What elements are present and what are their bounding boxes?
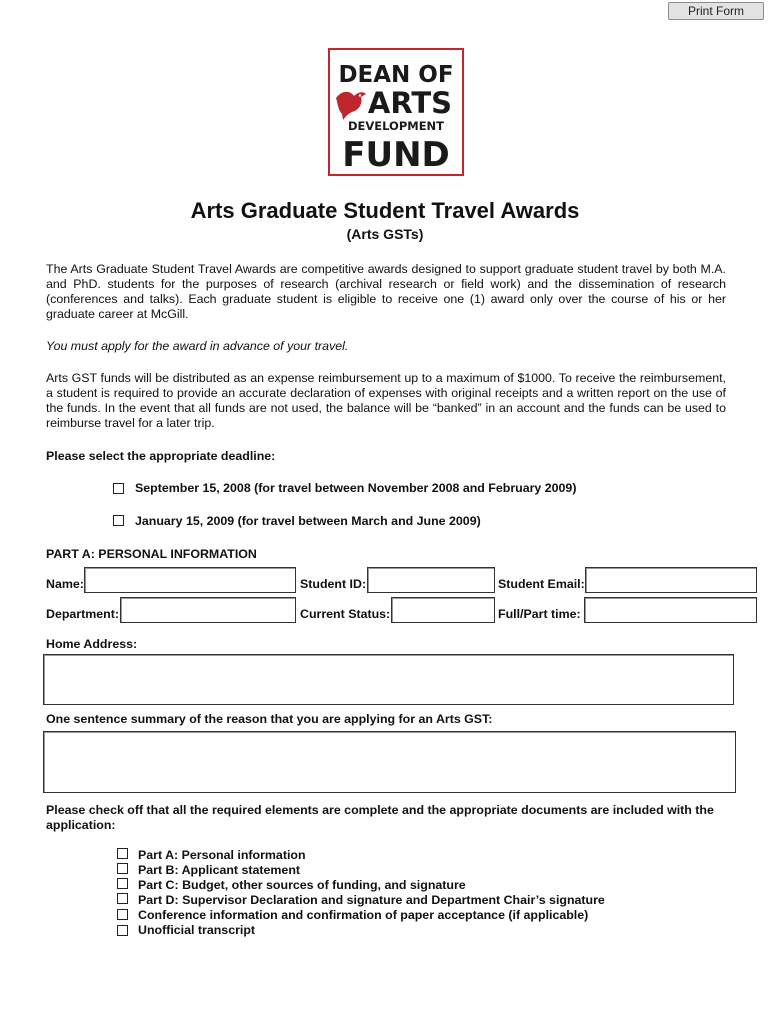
checklist-item-label: Part B: Applicant statement <box>138 863 301 877</box>
deadline-checkbox-sep-2008[interactable] <box>113 483 124 494</box>
reimbursement-paragraph: Arts GST funds will be distributed as an expense reimbursement up to a maximum of $1000. To receive the reimbursement, a student is required to provide an accurate declaration of expenses with original receipts and a written report on the use of the funds. In the event that all funds are not used, the balance will be “banked” in an account and the funds can be used to reimburse travel for a later trip. <box>46 371 726 430</box>
home-address-field[interactable] <box>43 654 734 705</box>
bird-icon <box>336 92 366 120</box>
name-field[interactable] <box>84 567 296 593</box>
checklist-item-label: Unofficial transcript <box>138 923 256 937</box>
intro-paragraph: The Arts Graduate Student Travel Awards are competitive awards designed to support graduate student travel by both M.A. and PhD. students for the purposes of research (archival research or field work) and the dissemination of research (conferences and talks). Each graduate student is eligible to receive one (1) award only over the course of his or her graduate career at McGill. <box>46 262 726 321</box>
checklist-item-label: Part A: Personal information <box>138 848 306 862</box>
checklist-checkbox-part-d[interactable] <box>117 893 128 904</box>
full-part-time-label: Full/Part time: <box>498 607 581 621</box>
full-part-time-field[interactable] <box>584 597 757 623</box>
deadline-heading: Please select the appropriate deadline: <box>46 449 276 463</box>
current-status-field[interactable] <box>391 597 495 623</box>
student-id-field[interactable] <box>367 567 495 593</box>
logo-graphic <box>330 50 462 174</box>
checklist-item-label: Conference information and confirmation of paper acceptance (if applicable) <box>138 908 589 922</box>
page-title: Arts Graduate Student Travel Awards <box>190 198 580 223</box>
checklist-checkbox-conference[interactable] <box>117 909 128 920</box>
checklist-item-label: Part C: Budget, other sources of funding, and signature <box>138 878 466 892</box>
print-form-button[interactable]: Print Form <box>668 2 764 20</box>
home-address-label: Home Address: <box>46 637 138 651</box>
advance-notice: You must apply for the award in advance of your travel. <box>46 339 349 353</box>
dean-of-arts-logo <box>328 48 464 176</box>
department-field[interactable] <box>120 597 296 623</box>
student-email-field[interactable] <box>585 567 757 593</box>
department-label: Department: <box>46 607 119 621</box>
logo-line-fund: FUND <box>342 135 450 174</box>
logo-line-dean-of: DEAN OF <box>338 62 454 88</box>
checklist-checkbox-part-c[interactable] <box>117 878 128 889</box>
checklist-checkbox-part-b[interactable] <box>117 863 128 874</box>
name-label: Name: <box>46 577 84 591</box>
checklist-checkbox-part-a[interactable] <box>117 848 128 859</box>
checklist-heading: Please check off that all the required elements are complete and the appropriate documents are included with the application: <box>46 803 714 832</box>
deadline-checkbox-jan-2009[interactable] <box>113 515 124 526</box>
student-email-label: Student Email: <box>498 577 585 591</box>
page-subtitle: (Arts GSTs) <box>346 226 424 242</box>
part-a-heading: PART A: PERSONAL INFORMATION <box>46 547 257 561</box>
checklist-checkbox-transcript[interactable] <box>117 925 128 936</box>
checklist-item-label: Part D: Supervisor Declaration and signature and Department Chair’s signature <box>138 893 605 907</box>
summary-field[interactable] <box>43 731 736 793</box>
current-status-label: Current Status: <box>300 607 391 621</box>
student-id-label: Student ID: <box>300 577 367 591</box>
deadline-option-label: September 15, 2008 (for travel between November 2008 and February 2009) <box>135 481 577 495</box>
logo-line-arts: ARTS <box>367 86 453 120</box>
summary-label: One sentence summary of the reason that you are applying for an Arts GST: <box>46 712 493 726</box>
deadline-option-label: January 15, 2009 (for travel between March and June 2009) <box>135 514 481 528</box>
logo-line-development: DEVELOPMENT <box>347 119 445 133</box>
